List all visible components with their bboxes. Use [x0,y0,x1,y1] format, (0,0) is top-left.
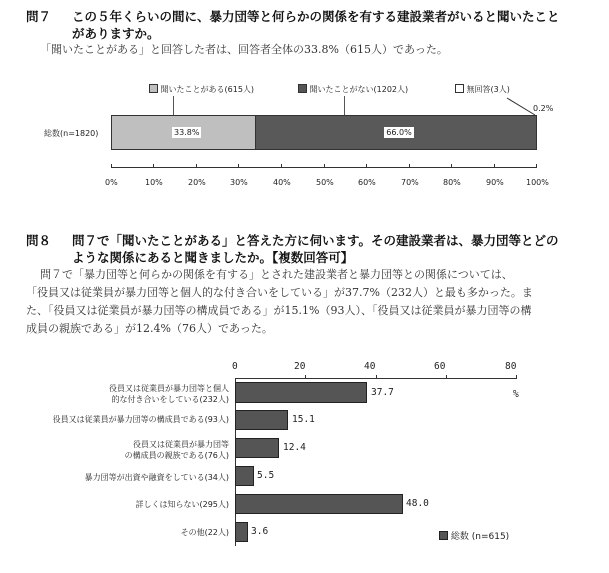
q8-body-line4: 成員の親族である」が12.4%（76人）であった。 [26,322,273,335]
x-tick-label: 40% [273,178,291,187]
q8-body-line1: 問７で「暴力団等と何らかの関係を有する」とされた建設業者と暴力団等との関係については、 [40,268,513,281]
x-tick-label: 70% [401,178,419,187]
segment-heard-label: 33.8% [174,128,200,137]
x-tick-label: 10% [145,178,163,187]
x-tick-label: 0% [105,178,118,187]
q8-heading [26,232,559,266]
bar-value: 37.7 [371,387,394,398]
x-tick-label: 80 [505,361,517,372]
legend-swatch-dark [298,84,307,93]
legend-swatch [439,531,448,540]
no-answer-pct: 0.2% [533,104,554,113]
legend-label-heard: 聞いたことがある(615人) [160,85,255,94]
x-tick-label: 60% [358,178,376,187]
bar-other [235,522,248,542]
q8-body-line2: 「役員又は従業員が暴力団等と個人的な付き合いをしている」が37.7%（232人）と最も多かった。ま [26,286,533,299]
x-axis-unit: % [513,389,519,400]
category-label-total: 総数(n=1820) [44,129,99,138]
category-label: 詳しくは知らない(295人) [135,500,229,509]
q7-title-line1: この５年くらいの間に、暴力団等と何らかの関係を有する建設業者がいると聞いたこと [72,9,560,24]
bar-personal-relations [235,382,367,403]
category-label: その他(22人) [180,528,229,537]
category-label: 暴力団等が出資や融資をしている(34人) [84,473,229,482]
legend-item-no-answer [455,84,510,95]
legend-item-heard [149,84,254,95]
q8-body-line3: た、「役員又は従業員が暴力団等の構成員である」が15.1%（93人）、「役員又は従業員が暴力団等の構 [26,304,532,317]
legend-swatch-light [149,84,158,93]
x-tick-label: 20 [294,361,306,372]
x-tick-label: 100% [526,178,549,187]
x-tick-label: 20% [188,178,206,187]
segment-heard [112,116,256,149]
bar-investment [235,466,254,486]
x-tick-label: 60 [434,361,446,372]
leader-line-heard [173,96,174,115]
q7-number: 問７ [26,9,52,24]
x-tick-label: 50% [316,178,334,187]
bar-value: 48.0 [406,498,429,509]
category-label: 役員又は従業員が暴力団等と個人 的な付き合いをしている(232人) [109,384,229,404]
q7-heading [26,8,560,42]
legend-label: 総数 (n=615) [450,532,510,542]
bar-member [235,410,288,430]
x-tick-label: 0 [232,361,238,372]
legend-label-not-heard: 聞いたことがない(1202人) [309,85,409,94]
segment-not-heard-label: 66.0% [386,128,412,137]
stacked-bar [111,115,537,150]
bar-value: 12.4 [283,442,306,453]
x-tick-label: 40 [364,361,376,372]
legend-total [439,529,509,542]
bar-value: 3.6 [251,526,269,537]
x-tick-label: 30% [230,178,248,187]
category-label: 役員又は従業員が暴力団等の構成員である(93人) [52,415,229,424]
category-label: 役員又は従業員が暴力団等 の構成員の親族である(76人) [124,440,229,460]
q8-title-line1: 問７で「聞いたことがある」と答えた方に伺います。その建設業者は、暴力団等とどの [72,233,559,248]
bar-value: 15.1 [292,414,315,425]
q7-summary: 「聞いたことがある」と回答した者は、回答者全体の33.8%（615人）であった。 [40,43,448,56]
x-tick-label: 90% [486,178,504,187]
legend-item-not-heard [298,84,408,95]
q8-body [26,266,586,338]
leader-line-not-heard [344,96,345,115]
y-axis-q8 [235,378,236,546]
legend-label-no-answer: 無回答(3人) [466,85,510,94]
bar-unknown [235,494,403,514]
q8-number: 問８ [26,233,52,248]
q7-title-line2: がありますか。 [72,26,160,41]
bar-value: 5.5 [257,470,275,481]
bar-relative [235,438,279,458]
segment-not-heard [256,116,536,149]
legend-swatch-white [455,84,464,93]
q8-title-line2: ような関係にあると聞きましたか。【複数回答可】 [72,250,354,265]
x-tick-label: 80% [443,178,461,187]
